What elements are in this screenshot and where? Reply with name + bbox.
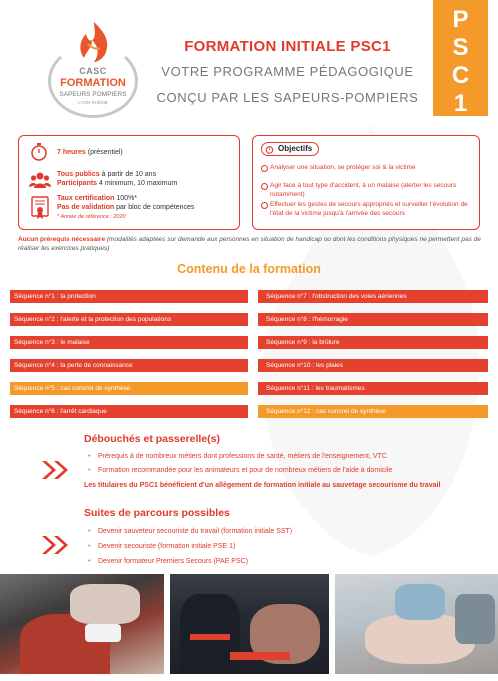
sequence-number: Séquence n°12 : [266,408,316,415]
validation-text [57,203,237,212]
sequence-item [258,359,488,372]
validation-bold: Pas de validation [57,204,115,211]
sequence-number: Séquence n°1 : [14,293,61,300]
sequence-label: l'hémorragie [312,316,348,323]
casc-logo [44,16,142,122]
participants-bold: Participants [57,180,98,187]
sequence-item [10,336,248,349]
tab-letter: S [452,34,469,61]
page-title: FORMATION INITIALE PSC1 [184,38,391,55]
sequence-item [10,405,248,418]
photo-shape [85,624,121,642]
debouche-highlight: Les titulaires du PSC1 bénéficient d'un allègement de formation initiale au sauvetage secourisme du travail [84,482,441,489]
duration-rest: (présentiel) [85,149,123,156]
certificate-icon [31,196,49,220]
sequence-item [10,313,248,326]
suite-item: • Devenir formateur Premiers Secours (PAE PSC) [88,557,480,566]
objectives-title: Objectifs [278,144,313,153]
sequence-item [10,359,248,372]
suite-item: • Devenir sauveteur secouriste du travail (formation initiale SST) [88,527,480,536]
sequence-number: Séquence n°3 : [14,339,61,346]
alarm-icon [265,145,274,154]
stopwatch-icon [29,142,49,162]
sequence-number: Séquence n°8 : [266,316,313,323]
prerequisites-note [18,235,483,253]
sequence-number: Séquence n°2 : [14,316,61,323]
photo-shape [190,634,230,640]
objective-item: Agir face à tout type d'accident, à un malaise (alerter les secours notamment) [261,182,475,199]
objectives-box [252,135,480,230]
tab-letter: P [452,6,469,33]
prerequisites-rest: (modalités adaptées sur demande aux personnes en situation de handicap ou dont les conditions physiques ne permettent pas de réaliser les exercices pratiques) [18,236,481,252]
public-rest: à partir de 10 ans [99,171,157,178]
sequence-number: Séquence n°11 : [266,385,316,392]
participants-text [57,179,237,188]
logo-line2: FORMATION [60,77,126,89]
sequence-item [258,313,488,326]
tab-letter: C [451,62,470,89]
suite-item: • Devenir secouriste (formation initiale PSE 1) [88,542,480,551]
photo-shape [455,594,495,644]
reference-note: * Année de référence : 2020 [57,214,126,220]
certification-rest: 100%* [114,195,138,202]
sequence-item [10,382,248,395]
sequence-label: le malaise [60,339,90,346]
sequence-label: cas concret de synthèse [315,408,387,415]
page-subtitle-1: VOTRE PROGRAMME PÉDAGOGIQUE [161,64,414,79]
group-icon [29,170,51,190]
page-subtitle-2: CONÇU PAR LES SAPEURS-POMPIERS [156,90,419,105]
flame-icon [74,20,114,64]
prerequisites-bold: Aucun prérequis nécessaire [18,236,106,243]
objective-item: Effectuer les gestes de secours appropriés et surveiller l'évolution de l'état de la victime jusqu'à l'arrivée des secours [261,201,475,218]
duration-text [57,148,237,157]
sequence-label: l'alerte et la protection des populations [60,316,172,323]
sequence-label: la brûlure [312,339,340,346]
logo-line3: SAPEURS POMPIERS [59,91,127,98]
photo-firefighter-rescue [170,574,329,674]
logo-line4: LYON RHÔNE [78,100,108,105]
validation-rest: par bloc de compétences [114,204,195,211]
objectives-heading [261,142,319,156]
objective-item: Analyser une situation, se protéger soi & la victime [261,164,475,173]
photo-bandage-training [0,574,164,674]
certification-text [57,194,237,203]
sequence-number: Séquence n°4 : [14,362,61,369]
sequence-label: la protection [60,293,96,300]
debouche-item: • Prérequis à de nombreux métiers dont professions de santé, métiers de l'enseignement, VTC [88,452,480,461]
suites-title: Suites de parcours possibles [84,507,230,519]
photo-shape [395,584,445,620]
info-box [18,135,240,230]
logo-line1: CASC [79,66,107,76]
photo-shape [230,652,290,660]
tab-letter: 1 [453,90,468,117]
sequence-label: l'obstruction des voies aériennes [312,293,407,300]
public-bold: Tous publics [57,171,100,178]
sequence-item [258,290,488,303]
sequence-number: Séquence n°9 : [266,339,313,346]
sequence-item [10,290,248,303]
sequence-label: la perte de connaissance [60,362,133,369]
sequence-number: Séquence n°5 : [14,385,61,392]
double-chevron-icon [40,459,72,481]
certification-bold: Taux certification [57,195,115,202]
sequence-item [258,382,488,395]
sequence-item [258,405,488,418]
sequence-label: les traumatismes [315,385,365,392]
sequence-label: cas concret de synthèse [60,385,131,392]
double-chevron-icon [40,534,72,556]
sequence-number: Séquence n°7 : [266,293,313,300]
content-title: Contenu de la formation [177,262,321,276]
duration-bold: 7 heures [57,149,86,156]
sequence-number: Séquence n°10 : [266,362,316,369]
photo-cpr-mannequin [335,574,498,674]
debouche-item: • Formation recommandée pour les animateurs et pour de nombreux métiers de l'aide à domicile [88,466,480,475]
sequence-item [258,336,488,349]
participants-rest: 4 minimum, 10 maximum [97,180,178,187]
sequence-number: Séquence n°6 : [14,408,61,415]
public-text [57,170,237,179]
psc1-tab [433,0,488,116]
debouches-title: Débouchés et passerelle(s) [84,433,220,445]
sequence-label: les plaies [315,362,344,369]
photo-shape [70,584,140,624]
sequence-label: l'arrêt cardiaque [60,408,107,415]
